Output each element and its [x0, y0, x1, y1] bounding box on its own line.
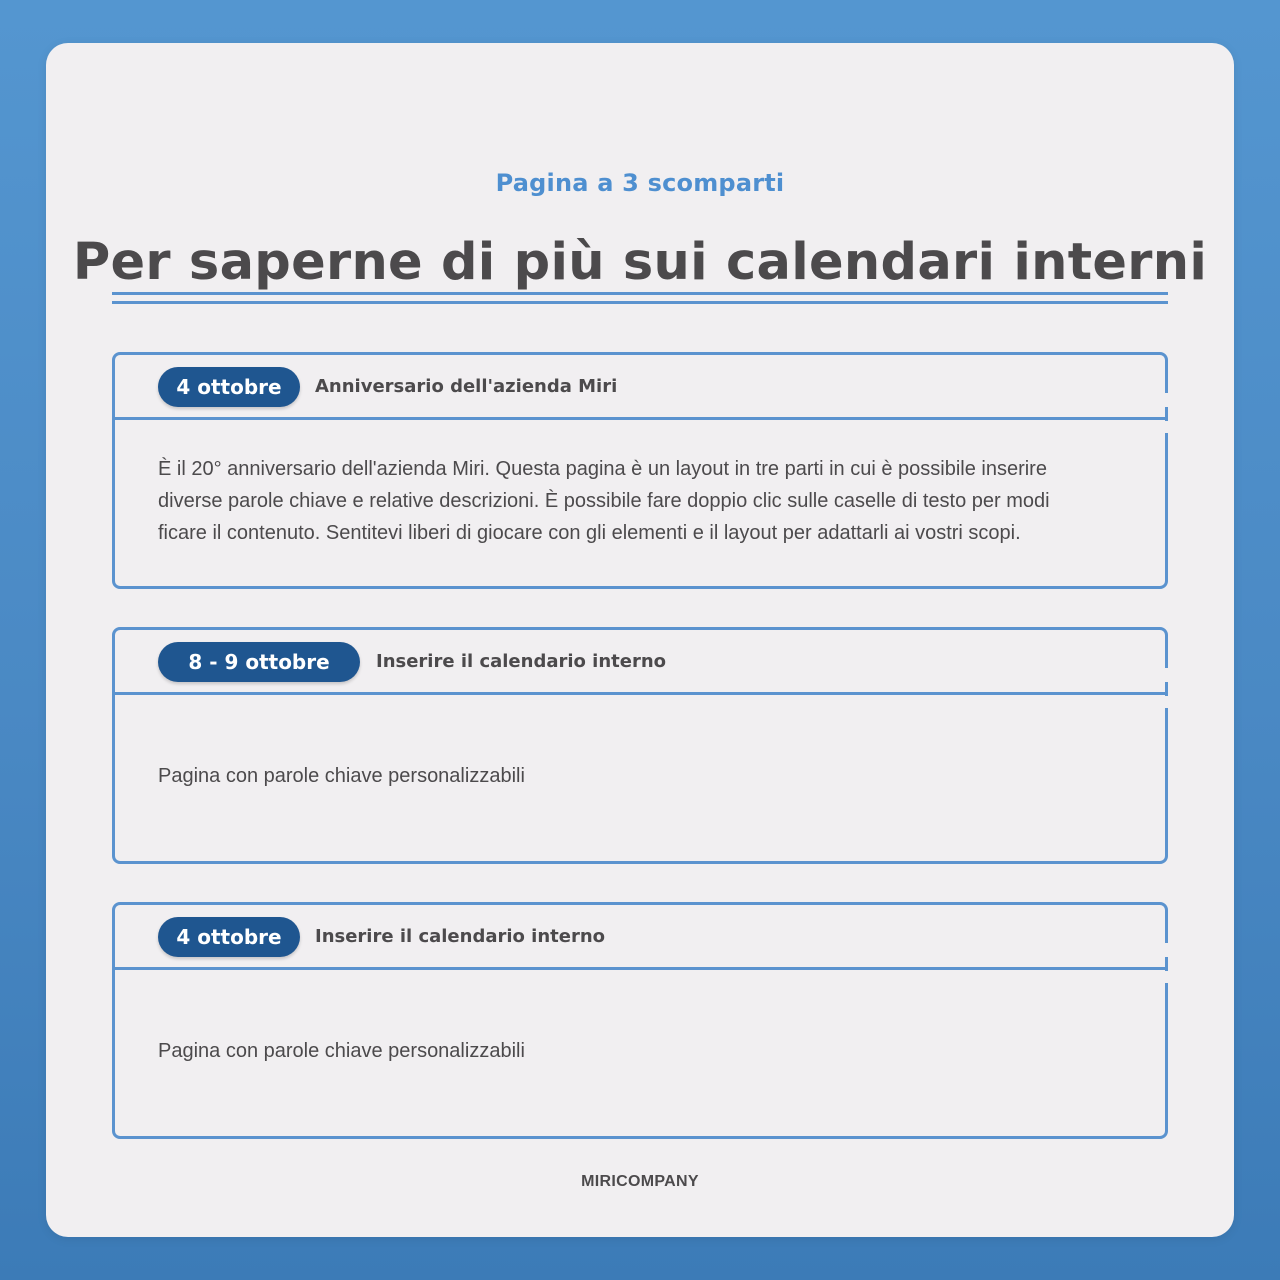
- section-divider: [112, 692, 1168, 695]
- date-badge: 4 ottobre: [158, 917, 300, 957]
- title-divider-top: [112, 292, 1168, 295]
- border-gap: [1163, 971, 1169, 983]
- page-title: Per saperne di più sui calendari interni: [72, 233, 1208, 292]
- date-badge: 8 - 9 ottobre: [158, 642, 360, 682]
- footer-brand: MIRICOMPANY: [581, 1173, 699, 1190]
- description-line: Pagina con parole chiave personalizzabili: [158, 1040, 525, 1062]
- border-gap: [1163, 696, 1169, 708]
- page-subtitle: Pagina a 3 scomparti: [495, 169, 785, 197]
- section-divider: [112, 417, 1168, 420]
- title-divider-bottom: [112, 301, 1168, 304]
- section-heading: Inserire il calendario interno: [315, 926, 606, 947]
- description-line: È il 20° anniversario dell'azienda Miri. Questa pagina è un layout in tre parti in cui è possibile inserire: [158, 458, 1047, 480]
- section-divider: [112, 967, 1168, 970]
- border-gap: [1163, 421, 1169, 433]
- description-line: diverse parole chiave e relative descrizioni. È possibile fare doppio clic sulle caselle di testo per modi: [158, 490, 1050, 512]
- border-gap: [1163, 943, 1169, 957]
- section-panel-3: [112, 902, 1168, 1139]
- section-panel-1: [112, 352, 1168, 589]
- section-description: [158, 453, 1050, 549]
- description-line: Pagina con parole chiave personalizzabili: [158, 765, 525, 787]
- border-gap: [1163, 668, 1169, 682]
- section-description: [158, 1035, 525, 1067]
- section-panel-2: [112, 627, 1168, 864]
- section-heading: Anniversario dell'azienda Miri: [315, 376, 618, 397]
- border-gap: [1163, 393, 1169, 407]
- section-heading: Inserire il calendario interno: [376, 651, 667, 672]
- section-description: [158, 760, 525, 792]
- content-card: [46, 43, 1234, 1237]
- date-badge: 4 ottobre: [158, 367, 300, 407]
- description-line: ficare il contenuto. Sentitevi liberi di giocare con gli elementi e il layout per adattarli ai vostri scopi.: [158, 522, 1021, 544]
